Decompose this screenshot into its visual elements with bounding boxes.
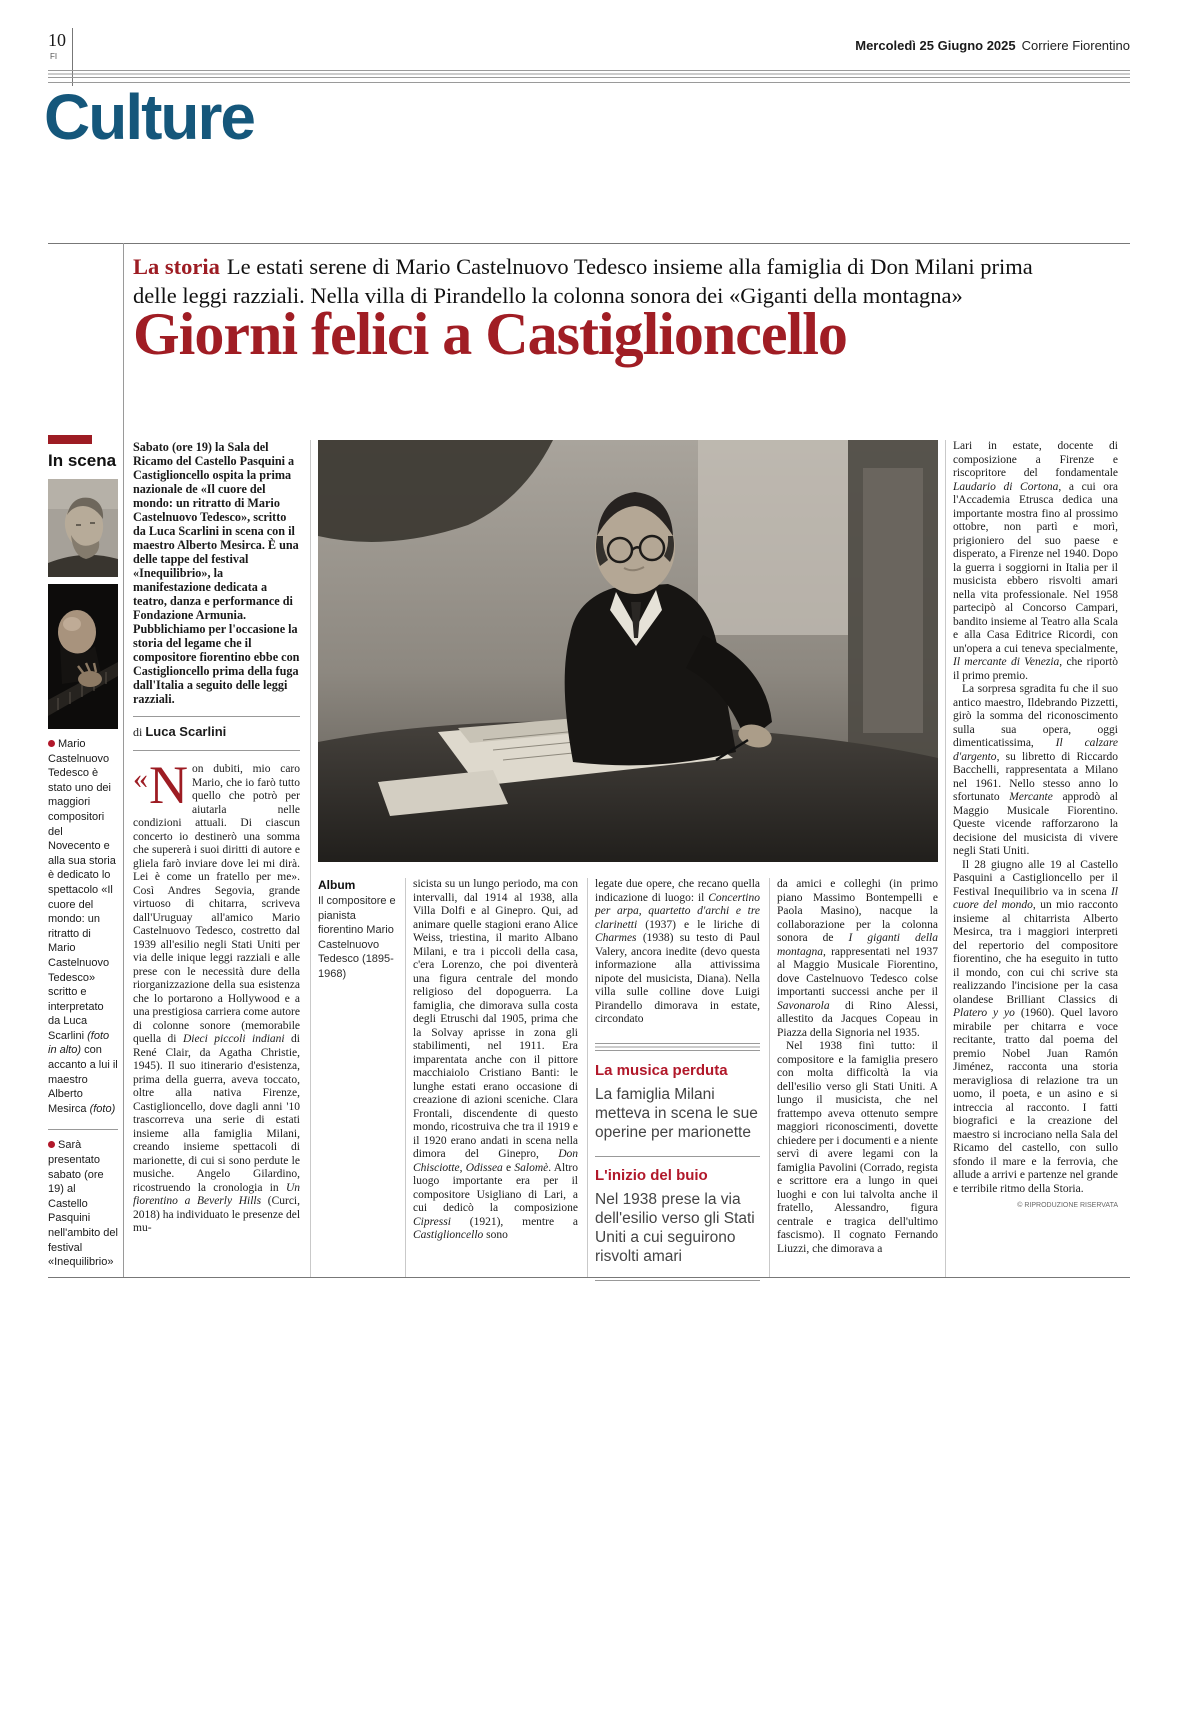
section-masthead: Culture — [44, 81, 254, 153]
article-column-5 — [953, 440, 1118, 1209]
column-rule-4 — [769, 878, 770, 1277]
pullbox-divider — [595, 1156, 760, 1157]
header-rules — [48, 70, 1130, 78]
sidebar-divider-rule — [123, 243, 124, 1277]
copyright-notice: © RIPRODUZIONE RISERVATA — [1017, 1202, 1118, 1209]
guitarist-photo — [48, 584, 118, 729]
bullet-icon — [48, 740, 55, 747]
article-bottom-rule — [48, 1277, 1130, 1278]
pullbox-text: Nel 1938 prese la via dell'esilio verso gli Stati Uniti a cui seguirono risvolti amari — [595, 1190, 755, 1265]
main-photo — [318, 440, 938, 862]
portrait-photo — [48, 479, 118, 577]
strapline-text: Le estati serene di Mario Castelnuovo Tedesco insieme alla famiglia di Don Milani prima delle leggi razziali. Nella villa di Pirandello la colonna sonora dei «Giganti della montagna» — [133, 254, 1033, 308]
sidebar-note-1 — [48, 737, 118, 1116]
caption-label: Album — [318, 878, 356, 892]
article-column-4: da amici e colleghi (in primo piano Massimo Bontempelli e Paola Masino), nacque la collaborazione per la colonna sonora de I giganti della montagna, rappresentati nel 1937 al Maggio Musicale Fiorentino, dove Castelnuovo Tedesco colse importanti successi anche per il Savonarola di Rino Alessi, allestito da Jacques Copeau in Piazza della Signoria nel 1935. Nel 1938 finì tutto: il compositore e la famiglia presero con molta difficoltà la via dell'esilio verso gli Stati Uniti. A lungo il musicista, che nel frattempo aveva ottenuto sempre maggiori riconoscimenti, dovette chiedere per i documenti e a niente servì di avere legami con la famiglia Pavolini (Corrado, regista e scrittore era a lungo in quei luoghi e con lui talvolta anche il fratello, Alessandro, figura centrale e tragica dell'ultimo fascismo). Il cognato Fernando Liuzzi, che dimorava a — [777, 878, 938, 1255]
photo-caption — [318, 878, 396, 981]
byline-rule-bottom — [133, 750, 300, 751]
byline-rule-top — [133, 716, 300, 717]
sidebar-note-2-text: Sarà presentato sabato (ore 19) al Castello Pasquini nell'ambito del festival «Inequilibrio» — [48, 1139, 118, 1269]
column-rule-3 — [587, 878, 588, 1277]
pullbox-inizio-del-buio — [595, 1167, 760, 1281]
edition-label: FI — [50, 52, 58, 61]
article-column-2: sicista su un lungo periodo, ma con intervalli, dal 1914 al 1938, alla Villa Dolfi e al Ginepro. Qui, ad animare quelle stagioni erano Alice Weiss, triestina, il marito Albano Milani, e tra i piccoli della casa, c'era Lorenzo, che poi diventerà una figura centrale del mondo religioso del dopoguerra. La famiglia, che dimorava sulla costa degli Etruschi dal 1905, prima che la Solvay aprisse in zona gli stabilimenti, nel 1911. Era imparentata anche con il pittore macchiaiolo Cristiano Banti: le lunghe estati erano occasione di creazione di azioni sceniche. Clara Frontali, discendente di questo mondo, ricostruiva che tra il 1919 e il 1920 erano andati in scena nella dimora del Ginepro, Don Chisciotte, Odissea e Salomè. Altro luogo importante era per il compositore Usigliano di Lari, a cui dedicò la composizione Cipressi (1921), mentre a Castiglioncello sono — [413, 878, 578, 1241]
article-top-rule — [48, 243, 1130, 244]
column-1-body: on dubiti, mio caro Mario, che io farò tutto quello che potrò per aiutarla nelle condizioni attuali. Di ciascun concerto io destinerò una somma che supererà i suoi diritti di autore e gliela farò inviare dove lei mi dirà. Lei è come un fratello per me». Così Andres Segovia, grande virtuoso di chitarra, scriveva dall'Uruguay all'amico Mario Castelnuovo Tedesco, costretto dal 1939 all'esilio negli Stati Uniti per via delle inique leggi razziali e alle prese con le necessità dure della riorganizzazione della sua esistenza che lo portarono a Hollywood e a una prestigiosa carriera come autore di colonne sonore (memorabile quella di Dieci piccoli indiani di René Clair, da Agatha Christie, 1945). Il suo itinerario d'esistenza, prima della guerra, aveva toccato, oltre alla nativa Firenze, Castiglioncello, dove dagli anni '10 trascorreva una serie di estati insieme alla famiglia Milani, creando insieme spettacoli di marionette, di cui si sono perdute le musiche. Angelo Gilardino, ricostruendo la cronologia in Un fiorentino a Beverly Hills (Curci, 2018) ha individuato le presenze del mu- — [133, 763, 301, 1234]
pullbox-text: La famiglia Milani metteva in scena le sue operine per marionette — [595, 1085, 758, 1141]
newspaper-name: Corriere Fiorentino — [1021, 38, 1130, 53]
caption-text: Il compositore e pianista fiorentino Mario Castelnuovo Tedesco (1895-1968) — [318, 895, 396, 980]
byline-author: Luca Scarlini — [145, 724, 227, 739]
sidebar-in-scena — [48, 435, 118, 1270]
sidebar-note-divider — [48, 1129, 118, 1130]
pullbox-bottom-rule — [595, 1280, 760, 1281]
sidebar-note-1-text: Mario Castelnuovo Tedesco è stato uno dei maggiori compositori del Novecento e alla sua storia è dedicato lo spettacolo «Il cuore del mondo: un ritratto di Mario Castelnuovo Tedesco» scritto e interpretato da Luca Scarlini (foto in alto) con accanto a lui il maestro Alberto Mesirca (foto) — [48, 738, 118, 1115]
pullbox-top-rules — [595, 1043, 760, 1052]
sidebar-title: In scena — [48, 451, 117, 470]
column-3-text: legate due opere, che recano quella indicazione di luogo: il Concertino per arpa, quartetto d'archi e tre clarinetti (1937) e le liriche di Charmes (1938) su testo di Paul Valery, ancora inedite (devo questa informazione alla attivissima nipote del musicista, Diana). Nella villa sulle colline dove Luigi Pirandello dimorava in estate, circondato — [595, 878, 760, 1025]
page-number: 10 — [48, 30, 66, 50]
article-column-1 — [133, 440, 300, 1236]
main-headline: Giorni felici a Castiglioncello — [133, 301, 847, 367]
column-rule-2 — [405, 878, 406, 1277]
byline — [133, 724, 300, 740]
dropcap-letter: N — [149, 755, 188, 815]
byline-prefix: di — [133, 725, 143, 739]
column-rule-5 — [945, 440, 946, 1277]
column-1-text — [133, 755, 301, 1236]
pullbox-title: La musica perduta — [595, 1061, 728, 1079]
dateline — [855, 38, 1130, 53]
article-column-3 — [595, 878, 760, 1281]
date-text: Mercoledì 25 Giugno 2025 — [855, 38, 1016, 53]
pullbox-title: L'inizio del buio — [595, 1166, 708, 1184]
kicker-label: La storia — [133, 254, 220, 279]
bullet-icon — [48, 1141, 55, 1148]
article-intro: Sabato (ore 19) la Sala del Ricamo del Castello Pasquini a Castiglioncello ospita la prima nazionale de «Il cuore del mondo: un ritratto di Mario Castelnuovo Tedesco», scritto da Luca Scarlini in scena con il maestro Alberto Mesirca. È una delle tappe del festival «Inequilibrio», la manifestazione dedicata a teatro, danza e performance di Fondazione Armunia. Pubblichiamo per l'occasione la storia del legame che il compositore fiorentino ebbe con Castiglioncello prima della fuga dall'Italia a seguito delle leggi razziali. — [133, 440, 300, 706]
red-accent-bar — [48, 435, 92, 444]
column-5-text: Lari in estate, docente di composizione a Firenze e riscopritore del fondamentale Laudario di Cortona, a cui ora l'Accademia Etrusca dedica una importante mostra fino al prossimo ottobre, non partì e morì, prigioniero del suo paese e disperato, a Firenze nel 1940. Dopo la guerra i soggiorni in Italia per il musicista ebbero risvolti amari nella vita professionale. Nel 1958 partecipò al Concorso Campari, bandito insieme al Teatro alla Scala e alla Casa Editrice Ricordi, con un'opera a cui teneva specialmente, Il mercante di Venezia, che riportò il primo premio. La sorpresa sgradita fu che il suo antico maestro, Ildebrando Pizzetti, girò la somma del riconoscimento sulla sua opera, oggi dimenticatissima, Il calzare d'argento, su libretto di Riccardo Bacchelli, rappresentata a Milano nel 1961. Nello stesso anno lo sfortunato Mercante approdò al Maggio Musicale Fiorentino. Queste vicende rafforzarono la decisione del musicista di vivere negli Stati Uniti. Il 28 giugno alle 19 al Castello Pasquini a Castiglioncello per il Festival Inequilibrio va in scena Il cuore del mondo, un mio racconto insieme al chitarrista Alberto Mesirca, tra i maggiori interpreti del repertorio del compositore fiorentino, che ha eseguito in tutto il mondo, con cui chi scrive sta realizzando l'incisione per la casa olandese Brilliant Classics di Platero y yo (1960). Quel lavoro mirabile per chitarra e voce recitante, tratto dal poema del premio Nobel Juan Ramón Jiménez, racconta una storia meravigliosa di relazione tra un uomo, il poeta, e un asino e si intreccia al racconto. I fatti biografici e la creazione del maestro si incrociano nella Sala del Ricamo del castello, con sullo sfondo il mare e la ferrovia, che allude a arrivi e partenze nel grande e terribile ritmo della Storia. — [953, 440, 1118, 1195]
dropcap-quote: « — [133, 762, 148, 795]
sidebar-note-2 — [48, 1138, 118, 1269]
pullbox-la-musica-perduta — [595, 1062, 760, 1157]
column-rule-1 — [310, 440, 311, 1277]
